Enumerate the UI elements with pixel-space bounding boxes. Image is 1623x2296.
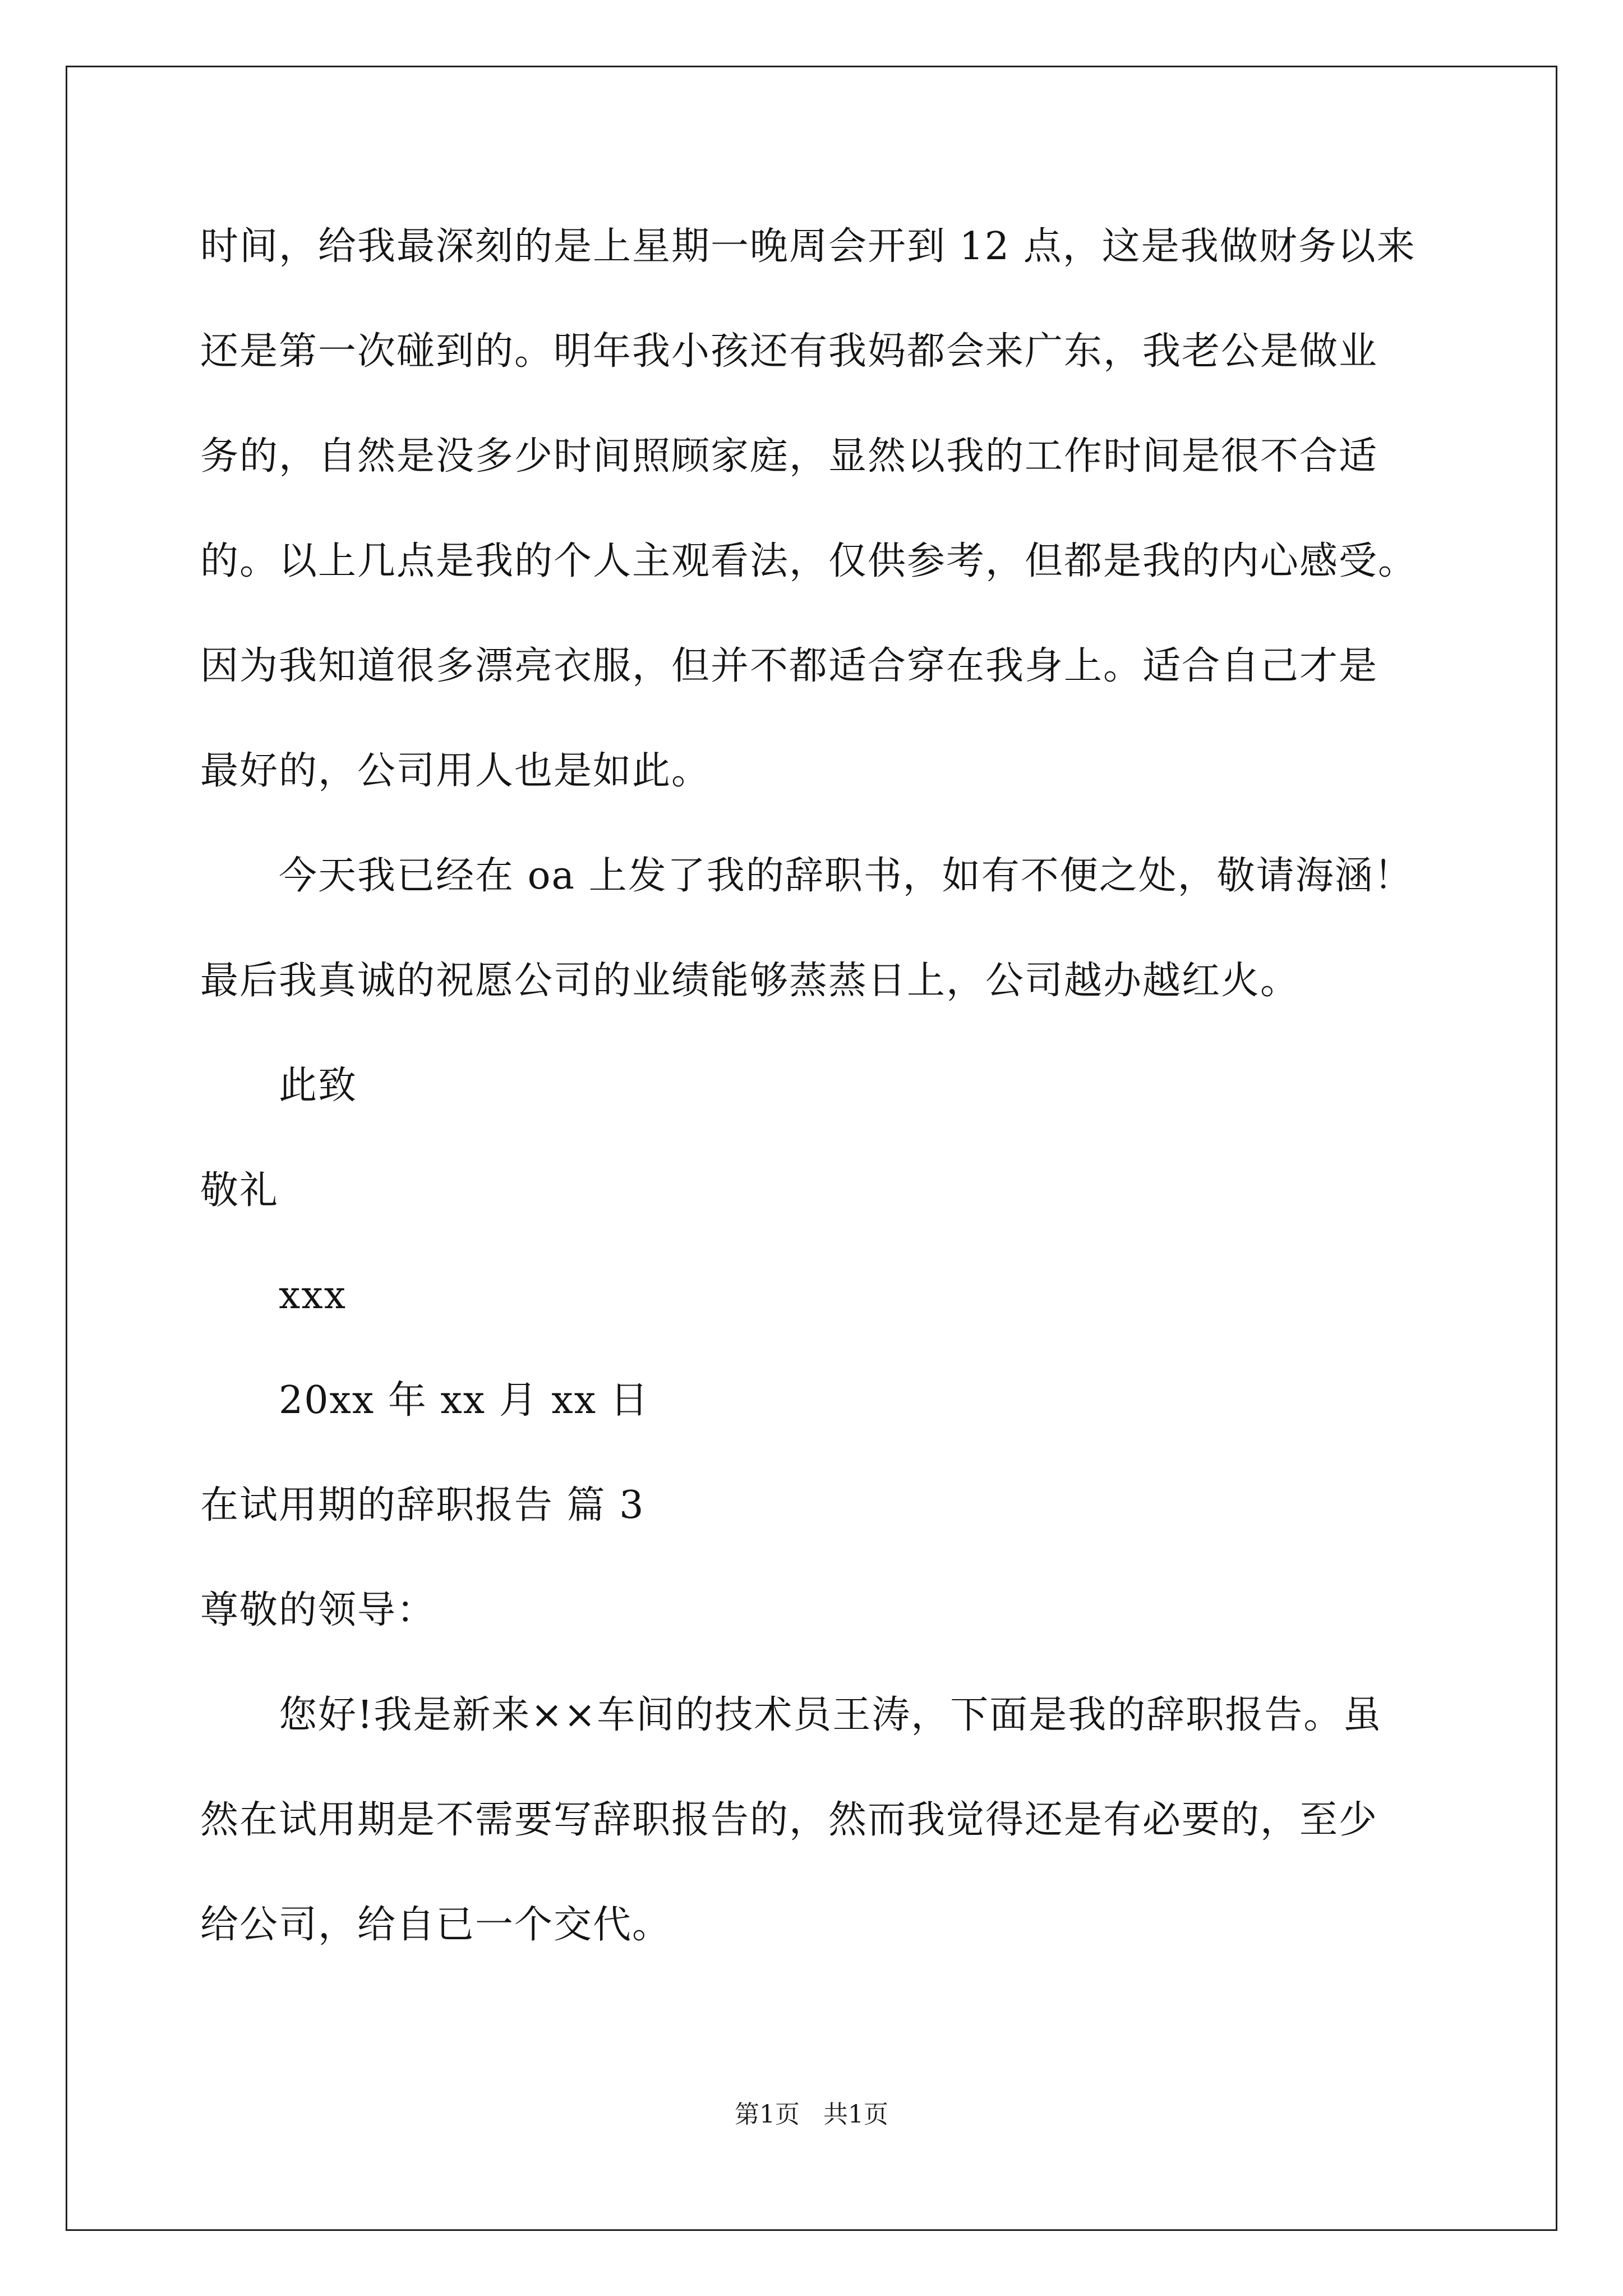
letter-greeting: 尊敬的领导： [200,1588,436,1632]
closing-respect: 敬礼 [200,1168,279,1213]
body-line: 的。以上几点是我的个人主观看法，仅供参考，但都是我的内心感受。 [200,539,1418,583]
page-number-footer: 第1页 共1页 [735,2100,888,2129]
body-line: 最后我真诚的祝愿公司的业绩能够蒸蒸日上，公司越办越红火。 [200,959,1300,1003]
body-line: 时间，给我最深刻的是上星期一晚周会开到 12 点，这是我做财务以来 [200,224,1416,269]
body-line: 今天我已经在 oa 上发了我的辞职书，如有不便之处，敬请海涵！ [279,854,1413,898]
body-line: 然在试用期是不需要写辞职报告的，然而我觉得还是有必要的，至少 [200,1798,1378,1842]
body-line: 务的，自然是没多少时间照顾家庭，显然以我的工作时间是很不合适 [200,434,1378,478]
body-line: 还是第一次碰到的。明年我小孩还有我妈都会来广东，我老公是做业 [200,329,1378,374]
body-line: 您好!我是新来××车间的技术员王涛，下面是我的辞职报告。虽 [279,1693,1382,1737]
signature-name: xxx [279,1273,347,1318]
closing-salutation: 此致 [279,1064,358,1108]
section-title: 在试用期的辞职报告 篇 3 [200,1483,645,1527]
body-line: 给公司，给自已一个交代。 [200,1903,672,1947]
signature-date: 20xx 年 xx 月 xx 日 [279,1378,649,1423]
body-line: 因为我知道很多漂亮衣服，但并不都适合穿在我身上。适合自己才是 [200,644,1378,688]
body-line: 最好的，公司用人也是如此。 [200,749,711,793]
